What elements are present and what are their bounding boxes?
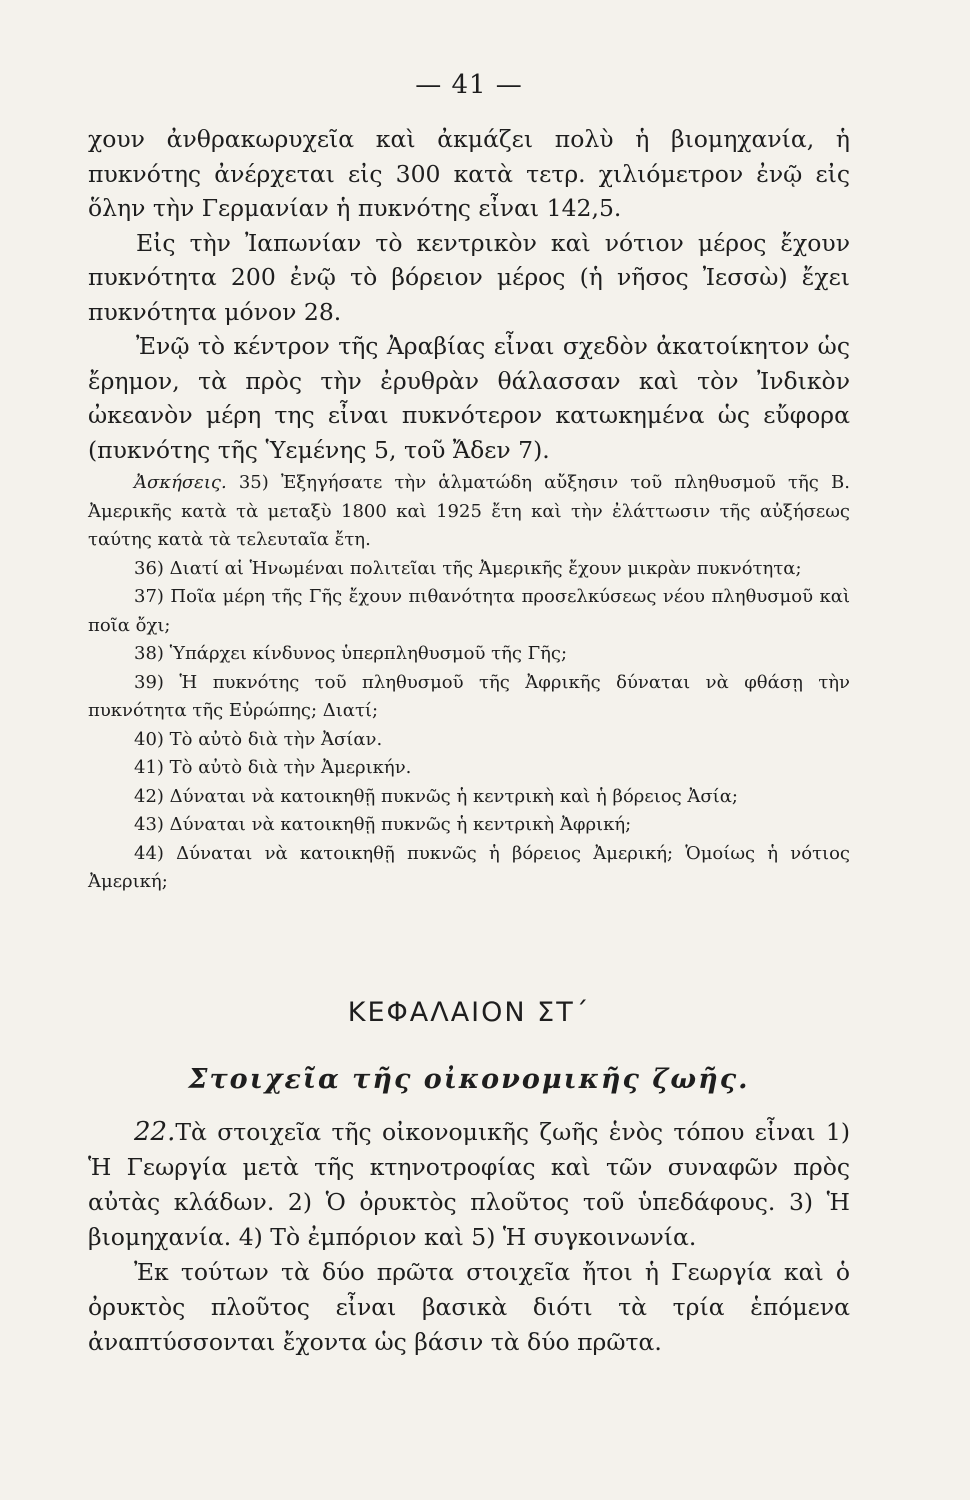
- exercise-item: 42) Δύναται νὰ κατοικηθῇ πυκνῶς ἡ κεντρικὴ καὶ ἡ βόρειος Ἀσία;: [134, 785, 738, 807]
- section-22: [88, 1115, 850, 1360]
- section-paragraph-1: [88, 1115, 850, 1255]
- main-text: [88, 122, 850, 467]
- exercise-item: 40) Τὸ αὐτὸ διὰ τὴν Ἀσίαν.: [134, 728, 383, 750]
- paragraph-japan: Εἰς τὴν Ἰαπωνίαν τὸ κεντρικὸν καὶ νότιον μέρος ἔχουν πυκνότητα 200 ἐνῷ τὸ βόρειον μέρος (ἡ νῆσος Ἰεσσὼ) ἔχει πυκνότητα μόνον 28.: [88, 228, 850, 326]
- section-p1-text: Τὰ στοιχεῖα τῆς οἰκονομικῆς ζωῆς ἑνὸς τόπου εἶναι 1) Ἡ Γεωργία μετὰ τῆς κτηνοτροφίας καὶ τῶν συναφῶν πρὸς αὐτὰς κλάδων. 2) Ὁ ὀρυκτὸς πλοῦτος τοῦ ὑπεδάφους. 3) Ἡ βιομηχανία. 4) Τὸ ἐμπόριον καὶ 5) Ἡ συγκοινωνία.: [88, 1117, 850, 1251]
- exercise-item: 39) Ἡ πυκνότης τοῦ πληθυσμοῦ τῆς Ἀφρικῆς δύναται νὰ φθάσῃ τὴν πυκνότητα τῆς Εὐρώπης; Διατί;: [88, 671, 850, 721]
- chapter-subtitle: Στοιχεῖα τῆς οἰκονομικῆς ζωῆς.: [188, 1063, 750, 1095]
- exercises-label: Ἀσκήσεις.: [134, 472, 227, 493]
- paragraph-arabia: Ἐνῷ τὸ κέντρον τῆς Ἀραβίας εἶναι σχεδὸν ἀκατοίκητον ὡς ἔρημον, τὰ πρὸς τὴν ἐρυθρὰν θάλασσαν καὶ τὸν Ἰνδικὸν ὠκεανὸν μέρη της εἶναι πυκνότερον κατωκημένα ὡς εὔφορα (πυκνότης τῆς Ὑεμένης 5, τοῦ Ἄδεν 7).: [88, 332, 850, 464]
- section-number: 22.: [134, 1116, 176, 1147]
- exercise-item: 41) Τὸ αὐτὸ διὰ τὴν Ἀμερικήν.: [134, 757, 412, 778]
- exercise-item: 38) Ὑπάρχει κίνδυνος ὑπερπληθυσμοῦ τῆς Γῆς;: [134, 643, 568, 664]
- section-paragraph-2: Ἐκ τούτων τὰ δύο πρῶτα στοιχεῖα ἤτοι ἡ Γεωργία καὶ ὁ ὀρυκτὸς πλοῦτος εἶναι βασικὰ διότι τὰ τρία ἑπόμενα ἀναπτύσσονται ἔχοντα ὡς βάσιν τὰ δύο πρῶτα.: [88, 1257, 850, 1356]
- exercise-item: 43) Δύναται νὰ κατοικηθῇ πυκνῶς ἡ κεντρικὴ Ἀφρική;: [134, 814, 632, 835]
- chapter-title: ΚΕΦΑΛΑΙΟΝ ΣΤ΄: [347, 996, 591, 1028]
- exercise-item: 44) Δύναται νὰ κατοικηθῇ πυκνῶς ἡ βόρειος Ἀμερική; Ὁμοίως ἡ νότιος Ἀμερική;: [88, 842, 850, 892]
- paragraph-germany: χουν ἀνθρακωρυχεῖα καὶ ἀκμάζει πολὺ ἡ βιομηχανία, ἡ πυκνότης ἀνέρχεται εἰς 300 κατὰ τετρ. χιλιόμετρον ἐνῷ εἰς ὅλην τὴν Γερμανίαν ἡ πυκνότης εἶναι 142,5.: [88, 125, 850, 222]
- exercise-35: 35) Ἐξηγήσατε τὴν ἁλματώδη αὔξησιν τοῦ πληθυσμοῦ τῆς Β. Ἀμερικῆς κατὰ τὰ μεταξὺ 1800 καὶ 1925 ἔτη καὶ τὴν ἐλάττωσιν τῆς αὐξήσεως ταύτης κατὰ τὰ τελευταῖα ἔτη.: [88, 472, 850, 550]
- exercise-item: 37) Ποῖα μέρη τῆς Γῆς ἔχουν πιθανότητα προσελκύσεως νέου πληθυσμοῦ καὶ ποῖα ὄχι;: [88, 586, 850, 636]
- exercise-item: 36) Διατί αἱ Ἡνωμέναι πολιτεῖαι τῆς Ἀμερικῆς ἔχουν μικρὰν πυκνότητα;: [134, 557, 802, 579]
- page-number: — 41 —: [415, 70, 523, 100]
- exercise-item: [88, 469, 850, 555]
- exercises-block: [88, 469, 850, 897]
